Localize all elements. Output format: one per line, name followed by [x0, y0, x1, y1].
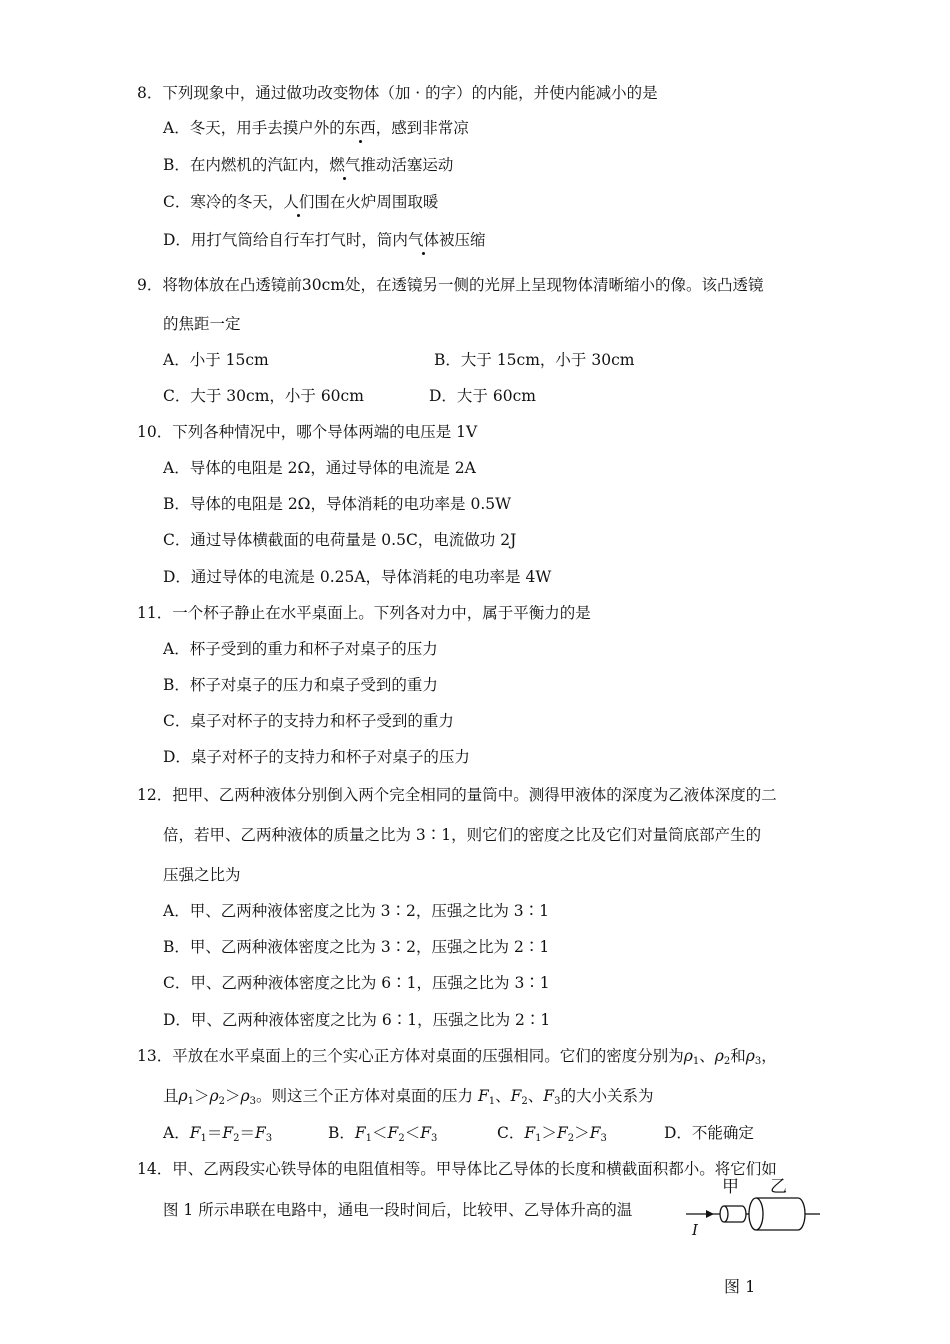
- q8-option-a: A．冬天，用手去摸户外的东西，感到非常凉: [163, 119, 469, 137]
- q12-stem-line1: 12．把甲、乙两种液体分别倒入两个完全相同的量筒中。测得甲液体的深度为乙液体深度的二: [137, 786, 777, 804]
- q8-option-c: C．寒冷的冬天，人们围在火炉周围取暖: [163, 193, 439, 211]
- q8-option-d: D．用打气筒给自行车打气时，筒内气体被压缩: [163, 231, 486, 249]
- q12-stem-line2: 倍，若甲、乙两种液体的质量之比为 3∶1，则它们的密度之比及它们对量筒底部产生的: [163, 826, 762, 844]
- q10-option-d: D．通过导体的电流是 0.25A，导体消耗的电功率是 4W: [163, 568, 552, 586]
- q11-option-c: C．桌子对杯子的支持力和杯子受到的重力: [163, 712, 454, 730]
- label-jia: 甲: [722, 1177, 739, 1196]
- q10-stem: 10．下列各种情况中，哪个导体两端的电压是 1V: [137, 423, 478, 441]
- q12-stem-line3: 压强之比为: [163, 866, 241, 884]
- q13-option-b: B．$F_1<F_2<F_3$: [328, 1124, 438, 1144]
- q13-option-d: D．不能确定: [664, 1124, 754, 1142]
- figure-1-series-conductors: [684, 1170, 824, 1300]
- q8-stem: 8．下列现象中，通过做功改变物体（加 · 的字）的内能，并使内能减小的是: [137, 84, 658, 102]
- q10-option-b: B．导体的电阻是 2Ω，导体消耗的电功率是 0.5W: [163, 495, 512, 513]
- q10-option-c: C．通过导体横截面的电荷量是 0.5C，电流做功 2J: [163, 531, 517, 549]
- q12-option-d: D．甲、乙两种液体密度之比为 6∶1，压强之比为 2∶1: [163, 1011, 551, 1029]
- q12-option-c: C．甲、乙两种液体密度之比为 6∶1，压强之比为 3∶1: [163, 974, 550, 992]
- q9-stem-line2: 的焦距一定: [163, 315, 241, 333]
- figure-caption: 图 1: [724, 1277, 756, 1296]
- q13-stem-line2: 且$\rho_1>\rho_2>\rho_3$。则这三个正方体对桌面的压力 $F_1$、$F_2$、$F_3$的大小关系为: [163, 1087, 654, 1107]
- q10-option-a: A．导体的电阻是 2Ω，通过导体的电流是 2A: [163, 459, 476, 477]
- q11-option-a: A．杯子受到的重力和杯子对桌子的压力: [163, 640, 438, 658]
- emphasis-dots: 人们: [283, 193, 315, 211]
- q11-option-d: D．桌子对杯子的支持力和杯子对桌子的压力: [163, 748, 470, 766]
- q9-option-b: B．大于 15cm，小于 30cm: [434, 351, 635, 369]
- q11-stem: 11．一个杯子静止在水平桌面上。下列各对力中，属于平衡力的是: [137, 604, 591, 622]
- current-arrow-icon: [706, 1210, 714, 1218]
- emphasis-dots: 气体: [407, 231, 439, 249]
- emphasis-dots: 东西: [344, 119, 376, 137]
- q13-option-c: C．$F_1>F_2>F_3$: [497, 1124, 607, 1144]
- q12-option-b: B．甲、乙两种液体密度之比为 3∶2，压强之比为 2∶1: [163, 938, 550, 956]
- conductor-jia: [720, 1206, 746, 1222]
- q14-stem-line1: 14．甲、乙两段实心铁导体的电阻值相等。甲导体比乙导体的长度和横截面积都小。将它们如: [137, 1160, 777, 1178]
- q11-option-b: B．杯子对桌子的压力和桌子受到的重力: [163, 676, 438, 694]
- label-yi: 乙: [770, 1177, 787, 1196]
- label-current: I: [692, 1221, 698, 1239]
- conductor-yi: [749, 1198, 805, 1230]
- q9-option-a: A．小于 15cm: [163, 351, 269, 369]
- emphasis-dots: 燃气: [329, 156, 361, 174]
- q14-stem-line2: 图 1 所示串联在电路中，通电一段时间后，比较甲、乙导体升高的温: [163, 1201, 633, 1219]
- q8-option-b: B．在内燃机的汽缸内，燃气推动活塞运动: [163, 156, 454, 174]
- q9-option-c: C．大于 30cm，小于 60cm: [163, 387, 364, 405]
- q9-option-d: D．大于 60cm: [429, 387, 536, 405]
- q13-stem-line1: 13．平放在水平桌面上的三个实心正方体对桌面的压强相同。它们的密度分别为$\rho_1$、$\rho_2$和$\rho_3$，: [137, 1047, 777, 1067]
- q9-stem-line1: 9．将物体放在凸透镜前30cm处，在透镜另一侧的光屏上呈现物体清晰缩小的像。该凸透镜: [137, 276, 764, 294]
- q13-option-a: A．$F_1=F_2=F_3$: [163, 1124, 273, 1144]
- q12-option-a: A．甲、乙两种液体密度之比为 3∶2，压强之比为 3∶1: [163, 902, 549, 920]
